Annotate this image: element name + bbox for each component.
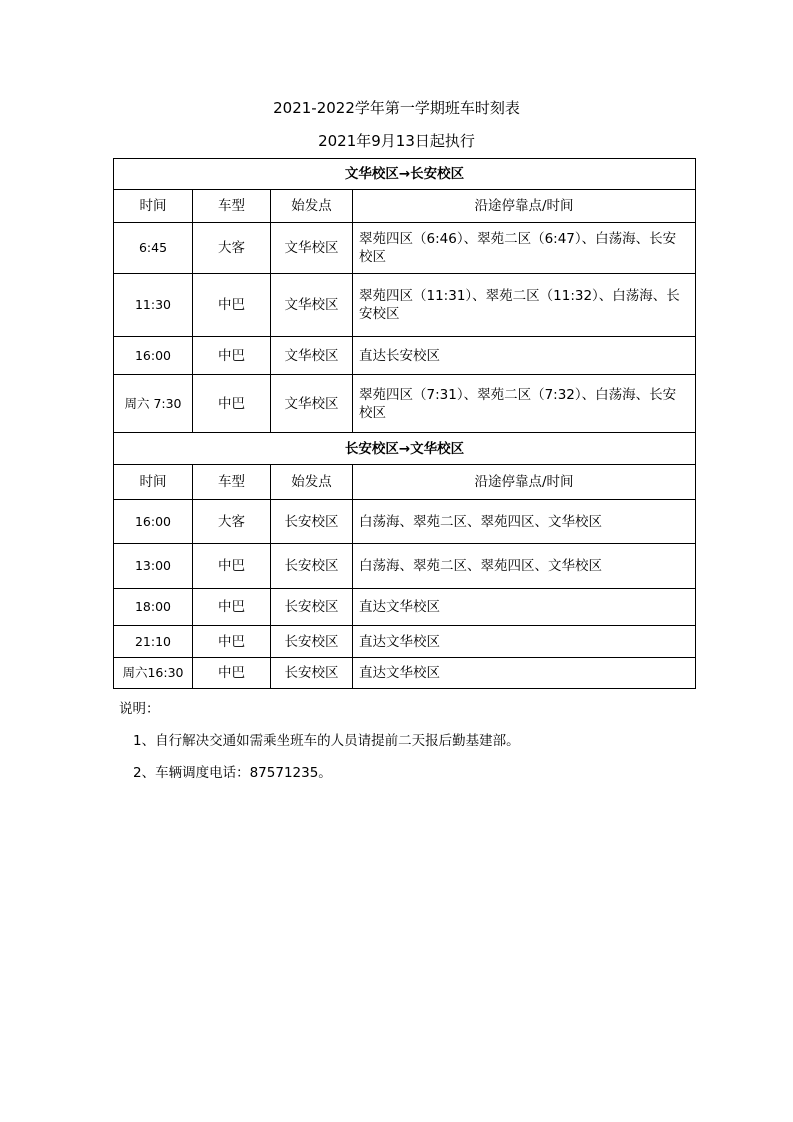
column-header: 时间 (114, 190, 193, 223)
vehicle-type: 中巴 (193, 658, 271, 689)
departure-time: 11:30 (114, 274, 193, 337)
column-header: 沿途停靠点/时间 (353, 190, 696, 223)
origin: 长安校区 (271, 500, 353, 544)
vehicle-type: 中巴 (193, 337, 271, 375)
departure-time: 6:45 (114, 223, 193, 274)
vehicle-type: 大客 (193, 500, 271, 544)
document-title: 2021-2022学年第一学期班车时刻表 (273, 99, 520, 117)
section-title: 长安校区→文华校区 (114, 433, 696, 465)
stops: 白荡海、翠苑二区、翠苑四区、文华校区 (353, 500, 696, 544)
origin: 长安校区 (271, 626, 353, 658)
table-row (114, 626, 696, 658)
origin: 长安校区 (271, 658, 353, 689)
column-header: 时间 (114, 465, 193, 500)
origin: 文华校区 (271, 337, 353, 375)
vehicle-type: 大客 (193, 223, 271, 274)
departure-time: 21:10 (114, 626, 193, 658)
notes-heading: 说明： (119, 701, 160, 717)
departure-time: 周六16:30 (114, 658, 193, 689)
column-header: 车型 (193, 465, 271, 500)
table-row (114, 274, 696, 337)
section-header-row (114, 159, 696, 190)
section-header-row (114, 433, 696, 465)
stops: 直达长安校区 (353, 337, 696, 375)
vehicle-type: 中巴 (193, 274, 271, 337)
column-header-row (114, 190, 696, 223)
vehicle-type: 中巴 (193, 626, 271, 658)
bus-schedule-table (113, 158, 696, 689)
column-header: 车型 (193, 190, 271, 223)
departure-time: 周六 7:30 (114, 375, 193, 433)
note-item: 2、车辆调度电话：87571235。 (133, 765, 332, 781)
table-row (114, 223, 696, 274)
effective-date: 2021年9月13日起执行 (318, 132, 475, 150)
vehicle-type: 中巴 (193, 589, 271, 626)
table-row (114, 375, 696, 433)
origin: 文华校区 (271, 223, 353, 274)
vehicle-type: 中巴 (193, 544, 271, 589)
stops: 直达文华校区 (353, 626, 696, 658)
stops: 翠苑四区（11:31）、翠苑二区（11:32）、白荡海、长安校区 (353, 274, 696, 337)
column-header: 始发点 (271, 190, 353, 223)
table-row (114, 500, 696, 544)
stops: 直达文华校区 (353, 658, 696, 689)
table-row (114, 589, 696, 626)
table-row (114, 337, 696, 375)
origin: 长安校区 (271, 544, 353, 589)
stops: 白荡海、翠苑二区、翠苑四区、文华校区 (353, 544, 696, 589)
section-title: 文华校区→长安校区 (114, 159, 696, 190)
stops: 翠苑四区（6:46）、翠苑二区（6:47）、白荡海、长安校区 (353, 223, 696, 274)
departure-time: 18:00 (114, 589, 193, 626)
note-item: 1、自行解决交通如需乘坐班车的人员请提前二天报后勤基建部。 (133, 733, 520, 749)
vehicle-type: 中巴 (193, 375, 271, 433)
column-header: 沿途停靠点/时间 (353, 465, 696, 500)
column-header-row (114, 465, 696, 500)
stops: 翠苑四区（7:31）、翠苑二区（7:32）、白荡海、长安校区 (353, 375, 696, 433)
stops: 直达文华校区 (353, 589, 696, 626)
origin: 文华校区 (271, 375, 353, 433)
departure-time: 16:00 (114, 337, 193, 375)
origin: 文华校区 (271, 274, 353, 337)
table-row (114, 544, 696, 589)
column-header: 始发点 (271, 465, 353, 500)
origin: 长安校区 (271, 589, 353, 626)
departure-time: 16:00 (114, 500, 193, 544)
table-row (114, 658, 696, 689)
departure-time: 13:00 (114, 544, 193, 589)
